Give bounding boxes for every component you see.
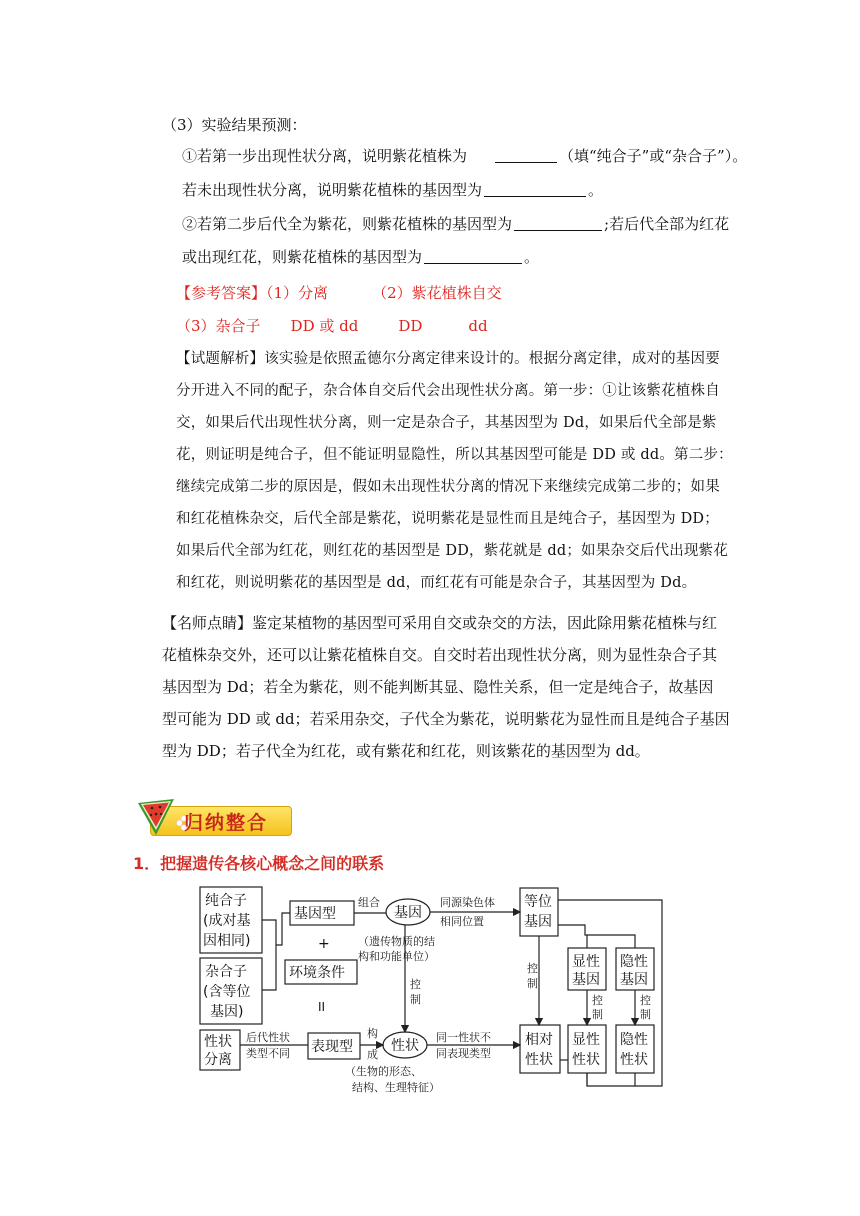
- homolog-label: 相同位置: [440, 915, 484, 928]
- control-label: 控: [410, 978, 421, 991]
- control-label: 制: [527, 977, 538, 990]
- env-label: 环境条件: [289, 965, 345, 981]
- control-label: 制: [410, 993, 421, 1006]
- control-label: 控: [592, 994, 603, 1007]
- dominant-gene-label: 显性: [572, 954, 600, 970]
- tip-line: 花植株杂交外，还可以让紫花植株自交。自交时若出现性状分离，则为显性杂合子其: [162, 646, 718, 664]
- answer-2: （2）紫花植株自交: [372, 284, 502, 302]
- pure-label: (成对基: [203, 913, 251, 929]
- section-banner: [132, 797, 292, 839]
- recessive-trait-label: 性状: [620, 1052, 648, 1068]
- prediction-item1-end: 。: [588, 181, 604, 199]
- hetero-label: 基因): [210, 1004, 244, 1020]
- prediction-item1-hint: （填“纯合子”或“杂合子”）。: [559, 147, 748, 165]
- prediction-item2-end: 。: [524, 248, 540, 266]
- watermelon-icon: [134, 797, 178, 837]
- answer-line1: [176, 283, 502, 303]
- answer-blank-4[interactable]: [424, 247, 522, 264]
- prediction-item2-text: ②若第二步后代全为紫花，则紫花植株的基因型为: [182, 215, 513, 233]
- pure-label: 纯合子: [205, 893, 247, 909]
- prediction-title: （3）实验结果预测：: [162, 116, 307, 134]
- offspring-label: 类型不同: [246, 1047, 290, 1060]
- recessive-trait-label: 隐性: [620, 1032, 648, 1048]
- explanation-line: 和红花植株杂交，后代全部是紫花，说明紫花是显性而且是纯合子，基因型为 DD；: [176, 511, 719, 527]
- tip-line: 基因型为 Dd；若全为紫花，则不能判断其显、隐性关系，但一定是纯合子，故基因: [162, 678, 714, 696]
- concept-diagram: [195, 880, 665, 1100]
- answer-1: （1）分离: [266, 284, 329, 302]
- answer-line2: [176, 316, 488, 336]
- separation-label: 分离: [204, 1052, 232, 1068]
- recessive-gene-label: 隐性: [620, 954, 648, 970]
- explanation-line: 继续完成第二步的原因是，假如未出现性状分离的情况下来继续完成第二步的；如果: [176, 479, 720, 495]
- control-label: 制: [592, 1008, 603, 1021]
- answer-blank-1[interactable]: [495, 146, 557, 163]
- control-label: 控: [640, 994, 651, 1007]
- tip-line: 【名师点睛】鉴定某植物的基因型可采用自交或杂交的方法，因此除用紫花植株与红: [162, 614, 718, 632]
- answer-5: DD: [398, 317, 423, 335]
- offspring-label: 后代性状: [246, 1031, 290, 1044]
- allele-label: 基因: [524, 914, 552, 930]
- genotype-label: 基因型: [294, 906, 336, 922]
- explanation-line: 【试题解析】该实验是依照孟德尔分离定律来设计的。根据分离定律，成对的基因要: [176, 351, 720, 367]
- dominant-gene-label: 基因: [572, 972, 600, 988]
- plus-sign: +: [318, 936, 330, 952]
- relative-trait-label: 性状: [525, 1052, 553, 1068]
- trait-note: （生物的形态、: [345, 1065, 422, 1078]
- explanation-line: 花，则证明是纯合子，但不能证明显隐性，所以其基因型可能是 DD 或 dd。第二步：: [176, 447, 733, 463]
- gene-note: 构和功能单位）: [358, 950, 435, 963]
- prediction-item2-text3: 或出现红花，则紫花植株的基因型为: [182, 248, 423, 266]
- control-label: 控: [527, 962, 538, 975]
- section-title: 1．把握遗传各核心概念之间的联系: [133, 854, 385, 873]
- same-trait-label: 同表现类型: [436, 1047, 491, 1060]
- allele-label: 等位: [524, 894, 552, 910]
- control-label: 制: [640, 1008, 651, 1021]
- relative-trait-label: 相对: [525, 1032, 553, 1048]
- prediction-item1-text2: 若未出现性状分离，说明紫花植株的基因型为: [182, 181, 483, 199]
- trait-note: 结构、生理特征）: [352, 1081, 440, 1094]
- separation-label: 性状: [204, 1034, 232, 1050]
- tip-line: 型为 DD；若子代全为红花，或有紫花和红花，则该紫花的基因型为 dd。: [162, 742, 650, 760]
- prediction-item2-line1: [182, 214, 729, 234]
- explanation-line: 如果后代全部为红花，则红花的基因型是 DD，紫花就是 dd；如果杂交后代出现紫花: [176, 543, 729, 559]
- dominant-trait-label: 性状: [572, 1052, 600, 1068]
- constitute-label: 构: [367, 1027, 378, 1040]
- answer-3: （3）杂合子: [176, 317, 261, 335]
- banner-title: 归纳整合: [184, 812, 269, 834]
- homolog-label: 同源染色体: [440, 896, 495, 909]
- combine-label: 组合: [358, 896, 380, 909]
- answer-blank-3[interactable]: [514, 214, 602, 231]
- prediction-item1-line1: [182, 146, 747, 166]
- hetero-label: (含等位: [203, 984, 251, 1000]
- phenotype-label: 表现型: [311, 1039, 353, 1055]
- recessive-gene-label: 基因: [620, 972, 648, 988]
- same-trait-label: 同一性状不: [436, 1031, 491, 1044]
- answer-6: dd: [468, 317, 488, 335]
- explanation-line: 交，如果后代出现性状分离，则一定是杂合子，其基因型为 Dd，如果后代全部是紫: [176, 415, 717, 431]
- constitute-label: 成: [367, 1048, 378, 1061]
- hetero-label: 杂合子: [205, 964, 247, 980]
- answer-4: DD 或 dd: [290, 317, 359, 335]
- explanation-line: 和红花，则说明紫花的基因型是 dd，而红花有可能是杂合子，其基因型为 Dd。: [176, 575, 697, 591]
- dominant-trait-label: 显性: [572, 1032, 600, 1048]
- pure-label: 因相同): [203, 933, 251, 949]
- explanation-line: 分开进入不同的配子，杂合体自交后代会出现性状分离。第一步：①让该紫花植株自: [176, 383, 720, 399]
- answer-label: 【参考答案】: [176, 284, 267, 302]
- answer-blank-2[interactable]: [484, 180, 586, 197]
- prediction-item1-text: ①若第一步出现性状分离，说明紫花植株为: [182, 147, 468, 165]
- prediction-item1-line2: [182, 180, 603, 200]
- prediction-item2-text2: ;若后代全部为红花: [604, 215, 730, 233]
- gene-note: （遗传物质的结: [358, 935, 435, 948]
- equals-sign: II: [318, 1000, 326, 1014]
- trait-label: 性状: [391, 1038, 419, 1054]
- prediction-item2-line2: [182, 247, 539, 267]
- tip-line: 型可能为 DD 或 dd；若采用杂交，子代全为紫花，说明紫花为显性而且是纯合子基因: [162, 710, 730, 728]
- gene-label: 基因: [394, 905, 422, 921]
